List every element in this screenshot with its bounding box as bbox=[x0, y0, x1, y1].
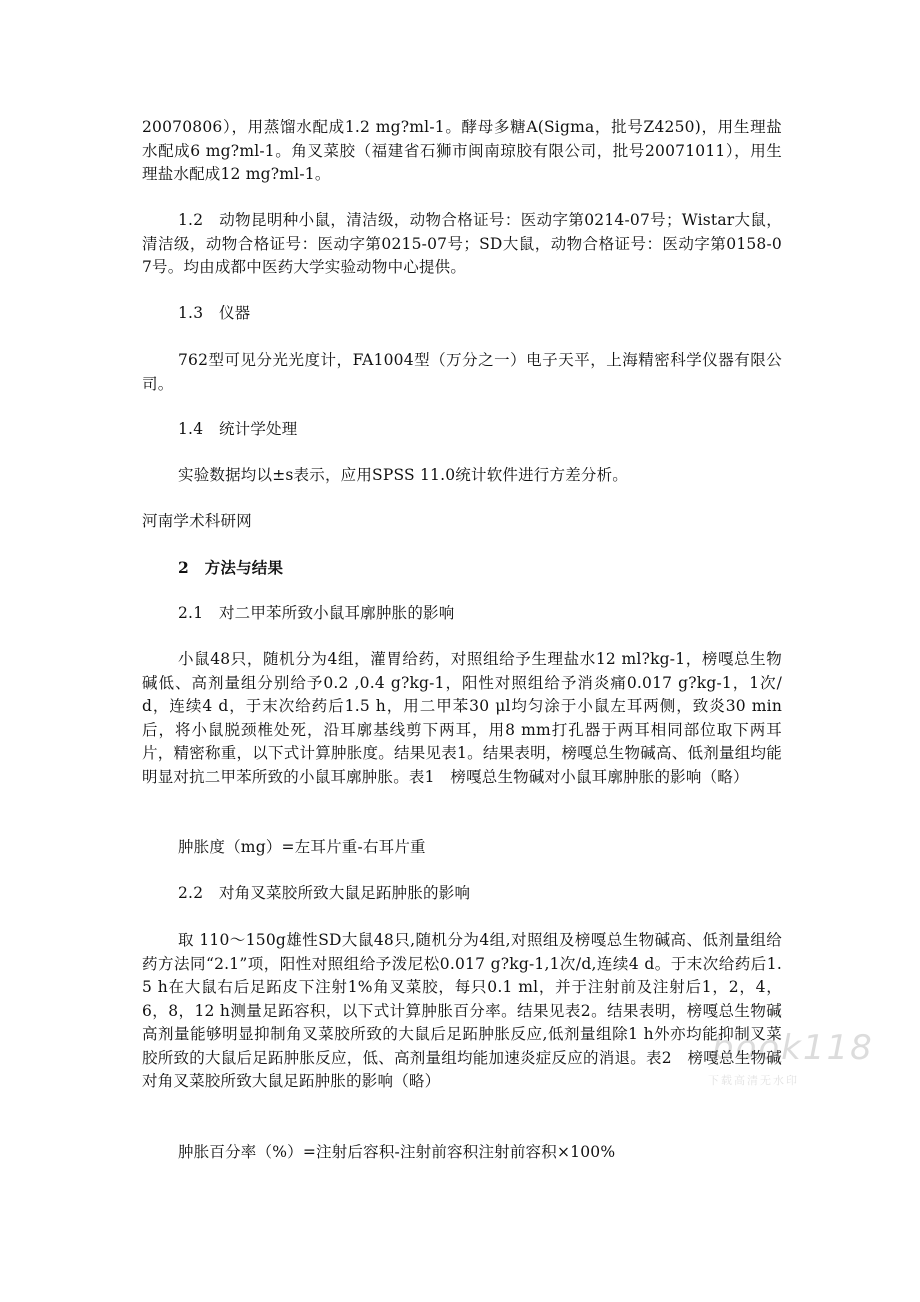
paragraph-paw-swelling: 取 110～150g雄性SD大鼠48只,随机分为4组,对照组及榜嘎总生物碱高、低剂量组给药方法同“2.1”项，阳性对照组给予泼尼松0.017 g?kg-1,1次/d,连续4 d。于末次给药后1.5 h在大鼠右后足跖皮下注射1%角叉菜胶，每只0.1 ml，并于注射前及注射后1，2，4，6，8，12 h测量足跖容积，以下式计算肿胀百分率。结果见表2。结果表明，榜嘎总生物碱高剂量能够明显抑制角叉菜胶所致的大鼠后足跖肿胀反应,低剂量组除1 h外亦均能抑制叉菜胶所致的大鼠后足跖肿胀反应，低、高剂量组均能加速炎症反应的消退。表2 榜嘎总生物碱对角叉菜胶所致大鼠足跖肿胀的影响（略） bbox=[142, 931, 782, 1090]
paragraph-animals: 1.2 动物昆明种小鼠，清洁级，动物合格证号：医动字第0214-07号；Wistar大鼠，清洁级，动物合格证号：医动字第0215-07号；SD大鼠，动物合格证号：医动字第0158-07号。均由成都中医药大学实验动物中心提供。 bbox=[142, 211, 782, 276]
paragraph-ear-swelling: 小鼠48只，随机分为4组，灌胃给药，对照组给予生理盐水12 ml?kg-1，榜嘎总生物碱低、高剂量组分别给予0.2 ,0.4 g?kg-1，阳性对照组给予消炎痛0.017 g?kg-1，1次/d，连续4 d，于末次给药后1.5 h，用二甲苯30 μl均匀涂于小鼠左耳两侧，致炎30 min后，将小鼠脱颈椎处死，沿耳廓基线剪下两耳，用8 mm打孔器于两耳相同部位取下两耳片，精密称重，以下式计算肿胀度。结果见表1。结果表明，榜嘎总生物碱高、低剂量组均能明显对抗二甲苯所致的小鼠耳廓肿胀。表1 榜嘎总生物碱对小鼠耳廓肿胀的影响（略） bbox=[142, 650, 782, 786]
formula-swelling-degree: 肿胀度（mg）=左耳片重-右耳片重 bbox=[178, 838, 426, 856]
heading-instruments: 1.3 仪器 bbox=[178, 304, 251, 322]
heading-section-2-2: 2.2 对角叉菜胶所致大鼠足跖肿胀的影响 bbox=[178, 884, 471, 902]
watermark-text: book118 bbox=[712, 1028, 874, 1068]
heading-statistics: 1.4 统计学处理 bbox=[178, 420, 298, 438]
formula-swelling-percentage: 肿胀百分率（%）=注射后容积-注射前容积注射前容积×100% bbox=[178, 1143, 616, 1161]
source-site-name: 河南学术科研网 bbox=[142, 512, 252, 530]
heading-methods-results: 2 方法与结果 bbox=[178, 558, 284, 577]
heading-section-2-1: 2.1 对二甲苯所致小鼠耳廓肿胀的影响 bbox=[178, 604, 455, 622]
paragraph-statistics: 实验数据均以±s表示，应用SPSS 11.0统计软件进行方差分析。 bbox=[178, 466, 628, 484]
watermark-subtext: 下载高清无水印 bbox=[708, 1074, 799, 1087]
paragraph-instruments: 762型可见分光光度计，FA1004型（万分之一）电子天平，上海精密科学仪器有限公司。 bbox=[142, 351, 782, 393]
paragraph-reagents-continued: 20070806），用蒸馏水配成1.2 mg?ml-1。酵母多糖A(Sigma，批号Z4250)，用生理盐水配成6 mg?ml-1。角叉菜胶（福建省石狮市闽南琼胶有限公司，批号20071011），用生理盐水配成12 mg?ml-1。 bbox=[142, 118, 782, 183]
